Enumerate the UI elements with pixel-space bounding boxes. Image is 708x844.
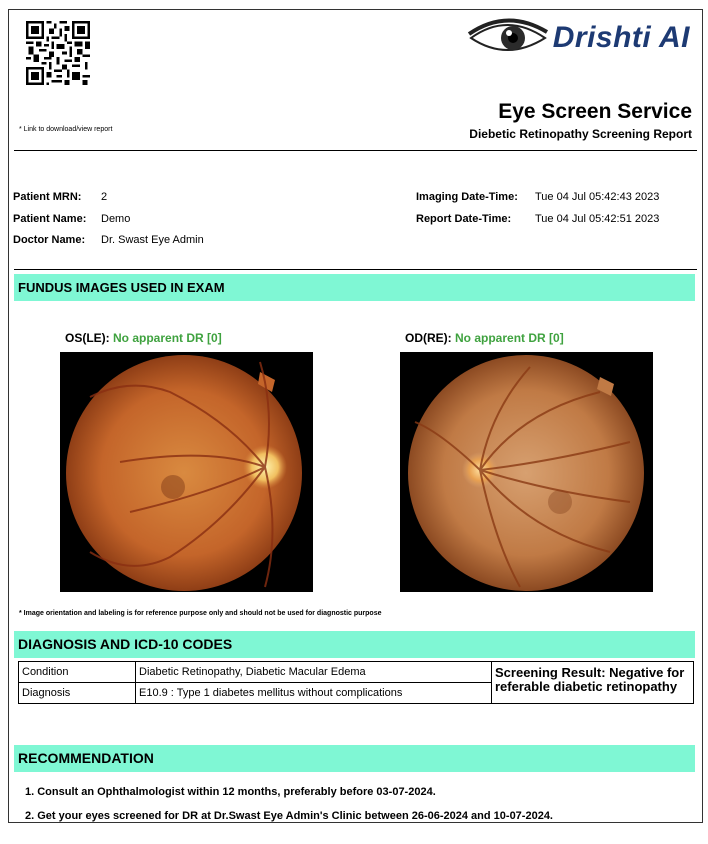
info-divider bbox=[14, 269, 697, 270]
diagnosis-table bbox=[18, 661, 694, 704]
right-eye-label: OD(RE): No apparent DR [0] bbox=[405, 331, 564, 345]
left-fundus-image bbox=[60, 352, 313, 592]
report-page bbox=[8, 9, 703, 823]
eye-logo-icon bbox=[467, 18, 549, 58]
right-eye-result: No apparent DR [0] bbox=[455, 331, 564, 345]
diagnosis-section-header: DIAGNOSIS AND ICD-10 CODES bbox=[14, 631, 695, 658]
qr-link-note: * Link to download/view report bbox=[19, 126, 113, 133]
recommendation-item: 1. Consult an Ophthalmologist within 12 months, preferably before 03-07-2024. bbox=[25, 786, 436, 798]
imaging-datetime: Imaging Date-Time: Tue 04 Jul 05:42:43 2023 bbox=[416, 191, 660, 203]
report-subtitle: Diebetic Retinopathy Screening Report bbox=[469, 127, 692, 141]
patient-name: Patient Name: Demo bbox=[13, 213, 131, 225]
screening-result: Screening Result: Negative for referable diabetic retinopathy bbox=[492, 662, 694, 704]
brand-logo bbox=[467, 16, 690, 60]
left-eye-label: OS(LE): No apparent DR [0] bbox=[65, 331, 222, 345]
condition-value: Diabetic Retinopathy, Diabetic Macular Edema bbox=[136, 662, 492, 683]
header-divider bbox=[14, 150, 697, 151]
qr-code[interactable] bbox=[26, 21, 90, 85]
diagnosis-label: Diagnosis bbox=[19, 683, 136, 704]
logo-suffix: AI bbox=[659, 21, 690, 54]
right-fundus-image bbox=[400, 352, 653, 592]
table-row bbox=[19, 662, 694, 683]
recommendation-item: 2. Get your eyes screened for DR at Dr.Swast Eye Admin's Clinic between 26-06-2024 and 10-07-2024. bbox=[25, 810, 553, 822]
report-datetime: Report Date-Time: Tue 04 Jul 05:42:51 2023 bbox=[416, 213, 660, 225]
fundus-section-header: FUNDUS IMAGES USED IN EXAM bbox=[14, 274, 695, 301]
left-eye-result: No apparent DR [0] bbox=[113, 331, 222, 345]
logo-word: Drishti bbox=[552, 21, 652, 54]
diagnosis-value: E10.9 : Type 1 diabetes mellitus without complications bbox=[136, 683, 492, 704]
report-title: Eye Screen Service bbox=[498, 100, 692, 123]
recommendation-section-header: RECOMMENDATION bbox=[14, 745, 695, 772]
image-footnote: * Image orientation and labeling is for reference purpose only and should not be used for diagnostic purpose bbox=[19, 610, 382, 617]
patient-mrn: Patient MRN: 2 bbox=[13, 191, 108, 203]
condition-label: Condition bbox=[19, 662, 136, 683]
doctor-name: Doctor Name: Dr. Swast Eye Admin bbox=[13, 234, 204, 246]
